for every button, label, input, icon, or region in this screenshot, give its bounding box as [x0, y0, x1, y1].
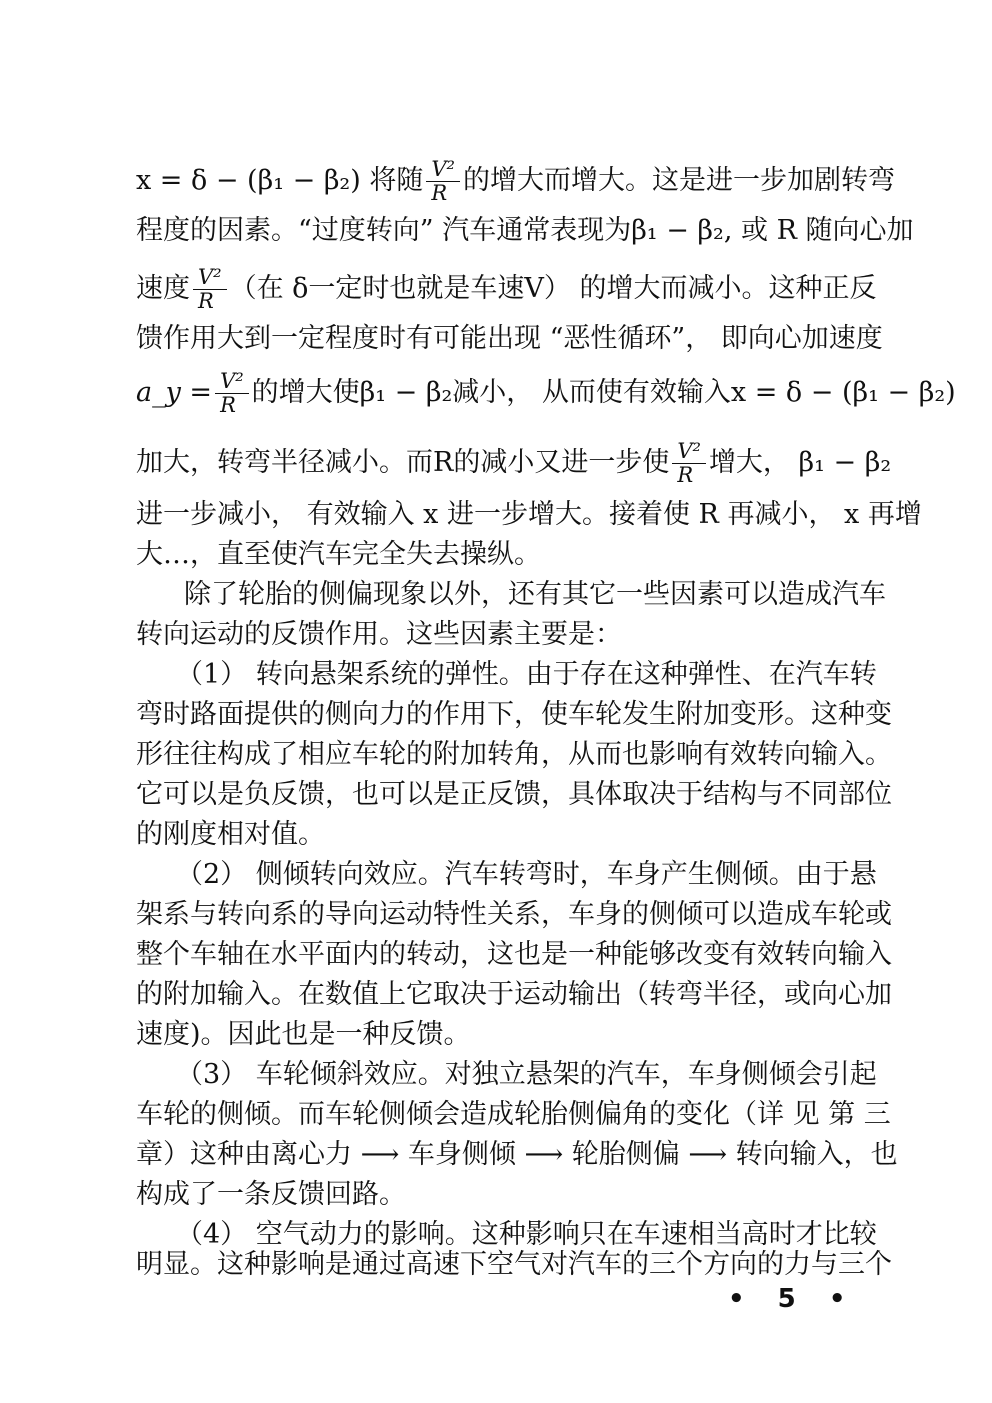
- text-line-10: 转向运动的反馈作用。这些因素主要是：: [136, 619, 622, 650]
- text-line-1: [136, 157, 895, 205]
- text-line-15: 的刚度相对值。: [136, 819, 325, 850]
- text-line-6: [136, 439, 892, 487]
- text-span: （在 δ一定时也就是车速V） 的增大而减小。这种正反: [229, 273, 877, 304]
- fraction-v2-over-r: [426, 158, 460, 205]
- text-line-26: 明显。这种影响是通过高速下空气对汽车的三个方向的力与三个: [136, 1249, 892, 1280]
- text-span: 加大，转弯半径减小。而R的减小又进一步使: [136, 447, 670, 478]
- page-number: • 5 •: [728, 1284, 858, 1314]
- fraction-denominator: R: [220, 393, 236, 417]
- text-span: 增大， β₁ − β₂: [708, 447, 892, 478]
- text-line-4: 馈作用大到一定程度时有可能出现 “恶性循环”， 即向心加速度: [136, 323, 883, 354]
- text-line-18: 整个车轴在水平面内的转动，这也是一种能够改变有效转向输入: [136, 939, 892, 970]
- text-span: 的增大而增大。这是进一步加剧转弯: [462, 165, 895, 196]
- text-line-11: （1） 转向悬架系统的弹性。由于存在这种弹性、在汽车转: [176, 659, 877, 690]
- text-span: a_y =: [136, 377, 213, 408]
- text-line-13: 形往往构成了相应车轮的附加转角，从而也影响有效转向输入。: [136, 739, 892, 770]
- fraction-denominator: R: [198, 289, 214, 313]
- fraction-denominator: R: [677, 463, 694, 487]
- fraction-numerator: V²: [193, 266, 227, 290]
- text-line-19: 的附加输入。在数值上它取决于运动输出（转弯半径，或向心加: [136, 979, 892, 1010]
- text-line-20: 速度)。因此也是一种反馈。: [136, 1019, 471, 1050]
- text-line-8: 大…，直至使汽车完全失去操纵。: [136, 539, 541, 570]
- text-line-7: 进一步减小， 有效输入 x 进一步增大。接着使 R 再减小， x 再增: [136, 499, 922, 530]
- text-line-9: 除了轮胎的侧偏现象以外，还有其它一些因素可以造成汽车: [184, 579, 886, 610]
- text-line-22: 车轮的侧倾。而车轮侧倾会造成轮胎侧偏角的变化（详 见 第 三: [136, 1099, 891, 1130]
- text-span: 的增大使β₁ − β₂减小， 从而使有效输入x = δ − (β₁ − β₂): [251, 377, 956, 408]
- text-span: 速度: [136, 273, 190, 304]
- fraction-numerator: V²: [672, 440, 706, 464]
- text-line-2: 程度的因素。“过度转向” 汽车通常表现为β₁ − β₂, 或 R 随向心加: [136, 215, 914, 246]
- text-line-12: 弯时路面提供的侧向力的作用下，使车轮发生附加变形。这种变: [136, 699, 892, 730]
- text-line-5: [136, 369, 956, 417]
- text-line-21: （3） 车轮倾斜效应。对独立悬架的汽车，车身侧倾会引起: [176, 1059, 877, 1090]
- text-line-25: （4） 空气动力的影响。这种影响只在车速相当高时才比较: [176, 1219, 877, 1250]
- text-line-16: （2） 侧倾转向效应。汽车转弯时，车身产生侧倾。由于悬: [176, 859, 877, 890]
- text-line-24: 构成了一条反馈回路。: [136, 1179, 406, 1210]
- text-line-14: 它可以是负反馈，也可以是正反馈，具体取决于结构与不同部位: [136, 779, 892, 810]
- text-line-3: [136, 265, 877, 313]
- fraction-v2-over-r: [193, 266, 227, 313]
- fraction-v2-over-r: [672, 440, 706, 487]
- fraction-numerator: V²: [426, 158, 460, 182]
- text-line-17: 架系与转向系的导向运动特性关系，车身的侧倾可以造成车轮或: [136, 899, 892, 930]
- fraction-v2-over-r: [215, 370, 249, 417]
- fraction-numerator: V²: [215, 370, 249, 394]
- text-line-23: 章）这种由离心力 ⟶ 车身侧倾 ⟶ 轮胎侧偏 ⟶ 转向输入，也: [136, 1139, 898, 1170]
- text-span: x = δ − (β₁ − β₂) 将随: [136, 165, 424, 196]
- fraction-denominator: R: [431, 181, 448, 205]
